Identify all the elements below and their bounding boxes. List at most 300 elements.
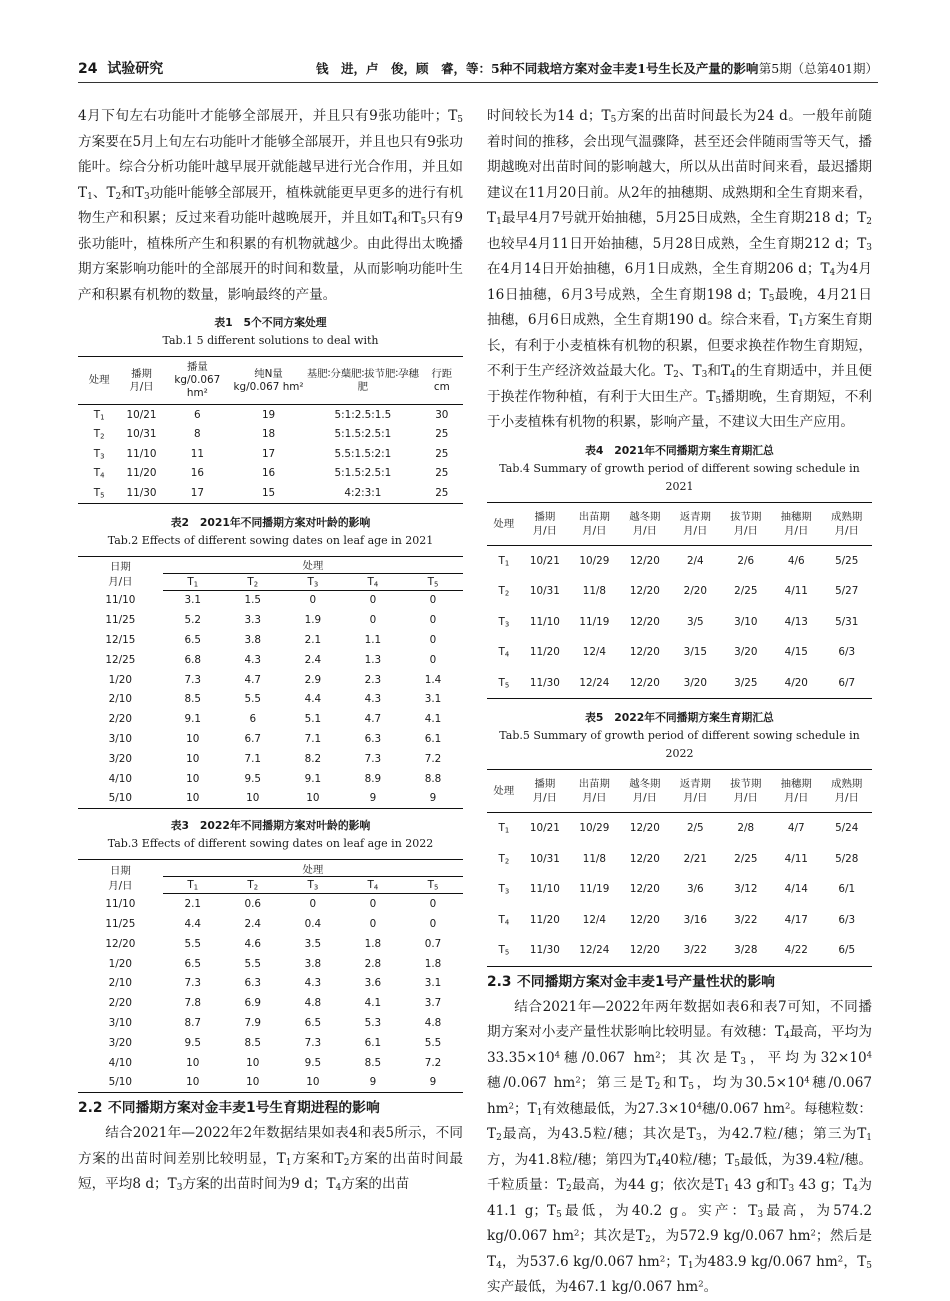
table-3-row xyxy=(78,934,463,954)
table-1-cell: $T_2$ xyxy=(93,428,105,441)
table-2-cell: 4.7 xyxy=(244,673,262,686)
table-3-row xyxy=(78,1033,463,1053)
table-5-cell: 6/1 xyxy=(838,883,856,896)
section-2-3-title: 不同播期方案对金丰麦1号产量性状的影响 xyxy=(517,973,775,990)
table-1-cell: 4:2:3:1 xyxy=(344,486,382,499)
table-3-col-header: $T_3$ xyxy=(283,877,343,894)
table-2-cell: 6.1 xyxy=(424,732,442,745)
table-1 xyxy=(78,356,463,504)
table-2-cell: 7.3 xyxy=(364,752,382,765)
table-2-cell: 9 xyxy=(429,792,437,805)
table-4-row xyxy=(487,607,872,638)
table-2-cell: 10 xyxy=(306,792,320,805)
table-4-cell: 2/25 xyxy=(734,585,758,598)
table-4-cell: 4/6 xyxy=(787,554,805,567)
table-3-cell: 2/10 xyxy=(108,977,133,990)
table-1-block xyxy=(78,314,463,504)
table-3-cell: 1.8 xyxy=(364,937,382,950)
table-2-cell: 0 xyxy=(429,594,437,607)
table-5-cell: 3/12 xyxy=(734,883,758,896)
table-2-col-header: $T_1$ xyxy=(163,573,223,590)
table-2-cell: 6.7 xyxy=(244,732,262,745)
table-2-cell: 1.3 xyxy=(364,653,382,666)
table-3-cell: 5/10 xyxy=(108,1076,133,1089)
table-4-body xyxy=(487,545,872,699)
table-4-cell: 4/11 xyxy=(784,585,808,598)
table-2-cell: 5/10 xyxy=(108,792,133,805)
table-2-cell: 10 xyxy=(246,792,260,805)
table-3-cell: 9.5 xyxy=(184,1036,201,1049)
table-4-cell: 2/4 xyxy=(686,554,704,567)
table-3-cell: 0 xyxy=(369,898,377,911)
table-2-cell: 7.1 xyxy=(304,732,322,745)
table-3-cell: 8.5 xyxy=(364,1056,382,1069)
table-2-cell: 5.5 xyxy=(244,693,262,706)
table-3-date-header: 日期 月/日 xyxy=(108,865,133,893)
table-1-cell: 5.5:1.5:2:1 xyxy=(334,447,392,460)
table-2-cell: 0 xyxy=(429,633,437,646)
table-4-cell: 12/24 xyxy=(579,676,610,689)
table-5-cell: 12/24 xyxy=(579,944,610,957)
table-5-col-header: 拔节期 月/日 xyxy=(721,770,771,813)
table-3-col-header: $T_2$ xyxy=(223,877,283,894)
table-4-header-row xyxy=(487,502,872,545)
section-2-3-number: 2.3 xyxy=(487,973,512,990)
table-2-row xyxy=(78,749,463,769)
table-1-cell: 16 xyxy=(190,467,204,480)
table-5-cell: 10/21 xyxy=(529,822,560,835)
table-2-cell: 4.4 xyxy=(304,693,322,706)
table-1-cell: 17 xyxy=(261,447,276,460)
table-2-col-header: $T_3$ xyxy=(283,573,343,590)
table-3-cell: 9 xyxy=(429,1076,437,1089)
table-3-row xyxy=(78,1072,463,1092)
table-4-cell: 12/4 xyxy=(582,646,607,659)
table-5-cell: 12/20 xyxy=(629,944,660,957)
table-2-cell: 3/10 xyxy=(108,732,133,745)
table-2-cell: 1.4 xyxy=(424,673,442,686)
table-1-cell: $T_1$ xyxy=(93,408,105,422)
table-4-cell: 3/25 xyxy=(734,676,758,689)
table-5-cell: 3/16 xyxy=(683,913,707,926)
table-1-cell: $T_3$ xyxy=(93,447,105,461)
table-2-cell: 4.3 xyxy=(364,693,382,706)
table-1-cell: 15 xyxy=(261,486,276,499)
table-2-cell: 0 xyxy=(429,614,437,627)
table-3-cell: 4.8 xyxy=(304,997,322,1010)
table-4-cell: 3/10 xyxy=(734,615,758,628)
table-2-cell: 7.3 xyxy=(184,673,201,686)
table-4-caption-cn: 表4 2021年不同播期方案生育期汇总 xyxy=(585,443,774,457)
table-4-cell: 6/3 xyxy=(838,646,856,659)
table-3-cell: 3/10 xyxy=(108,1016,133,1029)
table-5-col-header: 返青期 月/日 xyxy=(670,770,720,813)
table-1-header-row xyxy=(78,357,463,405)
table-3-cell: 2/20 xyxy=(108,997,133,1010)
table-3-cell: 7.9 xyxy=(244,1016,262,1029)
table-5-cell: 2/8 xyxy=(737,822,755,835)
table-1-cell: 11/30 xyxy=(126,486,157,499)
table-1-cell: 25 xyxy=(435,447,449,460)
table-3-cell: 0.4 xyxy=(304,917,322,930)
table-2-cell: 10 xyxy=(186,732,200,745)
table-3-cell: 1/20 xyxy=(108,957,133,970)
table-3-row xyxy=(78,894,463,914)
table-2-cell: 8.9 xyxy=(364,772,382,785)
table-3-cell: 2.1 xyxy=(184,898,201,911)
table-3-row xyxy=(78,1013,463,1033)
table-2-cell: 1.9 xyxy=(304,614,322,627)
table-2-row xyxy=(78,729,463,749)
table-3-col-header: $T_4$ xyxy=(343,877,403,894)
table-2-group-header: 处理 xyxy=(302,560,324,572)
table-2-row xyxy=(78,788,463,808)
table-5-col-header: 处理 xyxy=(487,770,521,813)
table-4-cell: 5/31 xyxy=(835,615,859,628)
leaf-age-paragraph: 4月下旬左右功能叶才能够全部展开，并且只有9张功能叶；$T_5$方案要在5月上旬左右功能叶才能够全部展开，并且也只有9张功能叶。综合分析功能叶越早展开就能越早进行光合作用，并且如$T_1$、$T_2$和$T_3$功能叶能够全部展开，植株就能更早更多的进行有机物生产和积累；反过来看功能叶越晚展开，并且如$T_4$和$T_5$只有9张功能叶，植株所产生和积累的有机物就越少。由此得出太晚播期方案影响功能叶的全部展开的时间和数量，从而影响功能叶生产和积累有机物的数量，影响最终的产量。 xyxy=(78,108,463,303)
table-1-cell: 18 xyxy=(261,428,276,441)
table-2-cell: 9.1 xyxy=(304,772,322,785)
left-column xyxy=(78,104,463,1198)
table-4-cell: 5/27 xyxy=(835,585,859,598)
table-4-cell: 4/20 xyxy=(784,676,808,689)
table-3-cell: 4.6 xyxy=(244,937,262,950)
table-3-cell: 3.6 xyxy=(364,977,382,990)
table-2-date-header: 日期 月/日 xyxy=(108,561,133,589)
table-4-cell: 10/29 xyxy=(579,554,610,567)
table-5-cell: 2/25 xyxy=(734,852,758,865)
table-2-cell: 6 xyxy=(249,713,257,726)
section-2-2-number: 2.2 xyxy=(78,1100,103,1117)
table-5-col-header: 越冬期 月/日 xyxy=(620,770,670,813)
table-4-cell: 3/20 xyxy=(734,646,758,659)
table-5-cell: 12/20 xyxy=(629,883,660,896)
table-3-cell: 6.1 xyxy=(364,1036,382,1049)
table-1-cell: 10/21 xyxy=(126,408,157,421)
table-5-cell: 12/20 xyxy=(629,822,660,835)
table-3-cell: 8.5 xyxy=(244,1036,262,1049)
table-4-cell: 12/20 xyxy=(629,615,660,628)
table-4-col-header: 返青期 月/日 xyxy=(670,502,720,545)
table-3-cell: 1.8 xyxy=(424,957,442,970)
table-5-cell: 2/5 xyxy=(686,822,704,835)
table-1-cell: 11/20 xyxy=(126,467,157,480)
table-4-col-header: 抽穗期 月/日 xyxy=(771,502,821,545)
table-2-cell: 4/10 xyxy=(108,772,133,785)
table-2-col-header: $T_4$ xyxy=(343,573,403,590)
table-5-cell: 12/20 xyxy=(629,913,660,926)
table-5-header-row xyxy=(487,770,872,813)
table-3-cell: 3.1 xyxy=(424,977,442,990)
table-3-cell: 0 xyxy=(429,917,437,930)
table-4-cell: 12/20 xyxy=(629,646,660,659)
table-2-col-header: $T_5$ xyxy=(403,573,463,590)
table-5-cell: 12/4 xyxy=(582,913,607,926)
table-3-cell: 4.1 xyxy=(364,997,382,1010)
table-1-cell: 8 xyxy=(194,428,201,441)
table-5-cell: 4/17 xyxy=(784,913,808,926)
table-2-cell: 0 xyxy=(309,594,317,607)
page-number-and-section xyxy=(78,58,163,78)
table-3-cell: 5.5 xyxy=(244,957,262,970)
table-2-cell: 3.3 xyxy=(244,614,262,627)
table-5-col-header: 抽穗期 月/日 xyxy=(771,770,821,813)
table-3-cell: 10 xyxy=(186,1056,200,1069)
table-1-col-header: 纯N量 kg/0.067 hm² xyxy=(232,357,305,405)
table-3-cell: 3/20 xyxy=(108,1036,133,1049)
table-3-cell: 5.5 xyxy=(424,1036,442,1049)
table-4-col-header: 处理 xyxy=(487,502,521,545)
table-1-cell: 11/10 xyxy=(126,447,157,460)
table-4-row xyxy=(487,576,872,607)
table-1-cell: 25 xyxy=(435,486,449,499)
table-4-col-header: 出苗期 月/日 xyxy=(569,502,619,545)
growth-period-continued-paragraph: 时间较长为14 d；$T_5$方案的出苗时间最长为24 d。一般年前随着时间的推移，会出现气温骤降，甚至还会伴随雨雪等天气，播期越晚对出苗时间的影响越大，所以从出苗时间来看，最迟播期建议在11月20日前。从2年的抽穗期、成熟期和全生育期来看，$T_1$最早4月7号就开始抽穗，5月25日成熟，全生育期218 d；$T_2$也较早4月11日开始抽穗，5月28日成熟，全生育期212 d；$T_3$在4月14日开始抽穗，6月1日成熟，全生育期206 d；$T_4$为4月16日抽穗，6月3号成熟，全生育期198 d；$T_5$最晚，4月21日抽穗，6月6日成熟，全生育期190 d。综合来看，$T_1$方案生育期长，有利于小麦植株有机物的积累，但要求换茬作物生育期短，不利于生产经济效益最大化。$T_2$、$T_3$和$T_4$的生育期适中，并且便于换茬作物种植，有利于大田生产。$T_5$播期晚，生育期短，不利于小麦植株有机物的积累，影响产量，不建议大田生产应用。 xyxy=(487,108,873,430)
table-3-row xyxy=(78,993,463,1013)
table-5-cell: $T_2$ xyxy=(498,852,510,866)
table-2-cell: 9.1 xyxy=(184,713,201,726)
table-2-cell: 0 xyxy=(369,594,377,607)
table-2-cell: 3/20 xyxy=(108,752,133,765)
table-5-cell: 3/22 xyxy=(683,944,707,957)
table-3-group-header: 处理 xyxy=(302,863,324,876)
table-3-cell: 3.7 xyxy=(424,997,442,1010)
table-2-cell: 0 xyxy=(429,653,437,666)
table-2-row xyxy=(78,670,463,690)
table-3-cell: 4.4 xyxy=(184,917,201,930)
table-5-col-header: 成熟期 月/日 xyxy=(821,770,872,813)
yield-traits-paragraph: 结合2021年—2022年两年数据如表6和表7可知，不同播期方案对小麦产量性状影响比较明显。有效穗：$T_4$最高，平均为$33.35\times 10^4$穗/0.067 $hm^2$；其次是$T_3$，平均为$32\times 10^4$穗/0.067 $hm^2$；第三是$T_2$和$T_5$，均为$30.5\times 10^4$穗/0.067 $hm^2$；$T_1$有效穗最低，为$27.3\times 10^4$穗/0.067 $hm^2$。每穗粒数：$T_2$最高，为43.5粒/穗；其次是$T_3$，为42.7粒/穗；第三为$T_1$方，为41.8粒/穗；第四为$T_440$粒/穗；$T_5$最低，为39.4粒/穗。千粒质量：$T_2$最高，为44 g；依次是$T_1$ 43 g和$T_3$ 43 g；$T_4$为41.1 g；$T_5$最低，为40.2 g。实产：$T_3$最高，为574.2 kg/0.067 $hm^2$；其次是$T_2$，为572.9 kg/0.067 $hm^2$；然后是$T_4$，为537.6 kg/0.067 $hm^2$；$T_1$为483.9 kg/0.067 $hm^2$，$T_5$实产最低，为467.1 kg/0.067 $hm^2$。 xyxy=(487,998,873,1295)
table-2-cell: 7.2 xyxy=(424,752,442,765)
table-1-caption-cn: 表1 5个不同方案处理 xyxy=(214,316,327,329)
table-2-cell: 9 xyxy=(369,792,377,805)
table-5-row xyxy=(487,874,872,905)
table-4-cell: $T_1$ xyxy=(498,554,510,568)
section-2-2-heading xyxy=(78,1095,463,1121)
table-2-cell: 12/15 xyxy=(105,633,136,646)
table-5-cell: 3/28 xyxy=(734,944,758,957)
table-3-header-row xyxy=(78,860,463,877)
table-3-cell: 10 xyxy=(246,1056,260,1069)
table-4-cell: 11/20 xyxy=(529,646,560,659)
table-5-row xyxy=(487,905,872,936)
table-5-cell: 4/14 xyxy=(784,883,808,896)
table-2-cell: 3.8 xyxy=(244,633,262,646)
table-2-cell: 8.2 xyxy=(304,752,322,765)
table-5-row xyxy=(487,813,872,844)
table-5-cell: 3/6 xyxy=(686,883,704,896)
table-2-cell: 2.3 xyxy=(364,673,382,686)
table-4-col-header: 拔节期 月/日 xyxy=(721,502,771,545)
table-1-row xyxy=(78,405,463,425)
table-5-caption-en: Tab.5 Summary of growth period of different sowing schedule in 2022 xyxy=(499,729,860,760)
table-2-cell: 1/20 xyxy=(108,673,133,686)
table-4-row xyxy=(487,545,872,576)
table-1-caption-en: Tab.1 5 different solutions to deal with xyxy=(162,334,379,347)
table-2-cell: 11/10 xyxy=(105,594,136,607)
table-2-row xyxy=(78,769,463,789)
table-1-body xyxy=(78,405,463,504)
table-1-cell: 30 xyxy=(435,408,449,421)
table-4-row xyxy=(487,668,872,699)
table-4-col-header: 成熟期 月/日 xyxy=(821,502,872,545)
table-4-cell: $T_3$ xyxy=(498,615,510,629)
table-5-cell: $T_4$ xyxy=(498,913,510,927)
table-2-cell: 0 xyxy=(369,614,377,627)
table-2-cell: 9.5 xyxy=(244,772,262,785)
table-3-row xyxy=(78,973,463,993)
table-5-cell: 5/24 xyxy=(835,822,859,835)
section-2-3-heading xyxy=(487,969,872,995)
table-1-cell: 25 xyxy=(435,467,449,480)
table-2-cell: 10 xyxy=(186,752,200,765)
growth-period-paragraph: 结合2021年—2022年2年数据结果如表4和表5所示，不同方案的出苗时间差别比较明显，$T_1$方案和$T_2$方案的出苗时间最短，平均8 d；$T_3$方案的出苗时间为9 d；$T_4$方案的出苗 xyxy=(78,1125,463,1194)
table-4-cell: $T_5$ xyxy=(498,676,510,690)
table-3-cell: 7.2 xyxy=(424,1056,442,1069)
section-name: 试验研究 xyxy=(107,61,164,77)
table-4-caption-en: Tab.4 Summary of growth period of different sowing schedule in 2021 xyxy=(499,461,860,493)
table-1-col-header: 播期 月/日 xyxy=(120,357,162,405)
table-2-row xyxy=(78,709,463,729)
table-2 xyxy=(78,556,463,810)
table-5-cell: 11/10 xyxy=(529,883,560,896)
table-4-cell: 11/8 xyxy=(582,585,607,598)
table-1-cell: 25 xyxy=(435,428,449,441)
table-3-cell: 10 xyxy=(306,1076,320,1089)
table-4-cell: 4/15 xyxy=(784,646,808,659)
table-1-col-header: 处理 xyxy=(78,357,120,405)
table-5-cell: 4/22 xyxy=(784,944,808,957)
table-2-row xyxy=(78,689,463,709)
table-3-cell: 7.3 xyxy=(184,977,201,990)
table-5-cell: $T_3$ xyxy=(498,883,510,896)
table-3-cell: 9.5 xyxy=(304,1056,322,1069)
table-1-cell: 5:1.5:2.5:1 xyxy=(334,428,392,441)
table-5-cell: 11/30 xyxy=(529,944,560,957)
table-2-cell: 11/25 xyxy=(105,614,136,627)
table-2-row xyxy=(78,590,463,610)
table-5 xyxy=(487,769,872,967)
table-3-cell: 3.5 xyxy=(304,937,322,950)
table-4-cell: $T_4$ xyxy=(498,646,510,659)
table-1-cell: 19 xyxy=(261,408,276,421)
table-1-cell: $T_5$ xyxy=(93,486,105,500)
table-3-cell: 10 xyxy=(246,1076,260,1089)
table-3-cell: 2.8 xyxy=(364,957,382,970)
table-5-cell: 5/28 xyxy=(835,852,859,865)
table-5-cell: 4/11 xyxy=(784,852,808,865)
table-2-cell: 5.1 xyxy=(304,713,322,726)
table-3-cell: 3.8 xyxy=(304,957,322,970)
table-5-cell: 4/7 xyxy=(787,822,805,835)
table-5-col-header: 播期 月/日 xyxy=(521,770,570,813)
table-1-cell: 11 xyxy=(190,447,204,460)
table-2-cell: 3.1 xyxy=(424,693,442,706)
table-2-cell: 4.1 xyxy=(424,713,442,726)
table-5-cell: 11/19 xyxy=(579,883,610,896)
table-1-cell: 17 xyxy=(190,486,204,499)
table-1-cell: $T_4$ xyxy=(93,467,105,480)
table-2-cell: 6.3 xyxy=(364,732,382,745)
table-3-cell: 2.4 xyxy=(244,917,262,930)
page-number: 24 xyxy=(78,61,98,77)
table-4-cell: 5/25 xyxy=(835,554,859,567)
issue-number: 第5期（总第401期） xyxy=(758,61,878,76)
table-1-cell: 10/31 xyxy=(126,428,157,441)
table-3-cell: 6.9 xyxy=(244,997,262,1010)
table-5-cell: 11/8 xyxy=(582,852,607,865)
table-2-caption-cn: 表2 2021年不同播期方案对叶龄的影响 xyxy=(170,515,371,529)
table-5-row xyxy=(487,935,872,966)
table-2-cell: 2.9 xyxy=(304,673,322,686)
table-3-cell: 0.6 xyxy=(244,898,262,911)
table-2-cell: 6.5 xyxy=(184,633,201,646)
table-4-cell: 12/20 xyxy=(629,676,660,689)
table-4-cell: 11/30 xyxy=(529,676,560,689)
table-3-cell: 9 xyxy=(369,1076,377,1089)
table-2-col-header: $T_2$ xyxy=(223,573,283,590)
table-3-cell: 0 xyxy=(369,917,377,930)
table-2-cell: 8.5 xyxy=(184,693,201,706)
table-2-cell: 6.8 xyxy=(184,653,201,666)
table-3-cell: 4.8 xyxy=(424,1016,442,1029)
table-3-cell: 7.8 xyxy=(184,997,201,1010)
table-5-cell: 11/20 xyxy=(529,913,560,926)
table-1-col-header: 行距 cm xyxy=(421,357,463,405)
table-4-cell: 2/20 xyxy=(683,585,707,598)
table-5-cell: 6/5 xyxy=(838,944,856,957)
table-3-cell: 0 xyxy=(309,898,317,911)
table-3-cell: 7.3 xyxy=(304,1036,322,1049)
table-3-cell: 6.5 xyxy=(304,1016,322,1029)
table-2-cell: 5.2 xyxy=(184,614,201,627)
table-3-block xyxy=(78,817,463,1093)
table-5-cell: 10/29 xyxy=(579,822,610,835)
table-2-cell: 1.1 xyxy=(364,633,382,646)
table-3-row xyxy=(78,914,463,934)
table-4-block xyxy=(487,442,872,700)
table-2-row xyxy=(78,630,463,650)
table-4-cell: 2/6 xyxy=(737,554,755,567)
table-3-cell: 4/10 xyxy=(108,1056,133,1069)
table-2-cell: 2.1 xyxy=(304,633,322,646)
table-2-cell: 4.3 xyxy=(244,653,262,666)
table-2-cell: 4.7 xyxy=(364,713,382,726)
table-4-cell: 3/15 xyxy=(683,646,707,659)
table-4-cell: 4/13 xyxy=(784,615,808,628)
table-3-row xyxy=(78,1053,463,1073)
table-5-cell: 6/3 xyxy=(838,913,856,926)
table-1-cell: 6 xyxy=(194,408,201,421)
table-2-row xyxy=(78,610,463,630)
table-3-cell: 11/10 xyxy=(105,897,136,910)
table-2-cell: 12/25 xyxy=(105,653,136,666)
table-4-cell: 3/20 xyxy=(683,676,707,689)
table-5-cell: 3/22 xyxy=(734,913,758,926)
table-5-col-header: 出苗期 月/日 xyxy=(569,770,619,813)
table-2-cell: 10 xyxy=(186,772,200,785)
table-4-cell: 10/31 xyxy=(529,585,560,598)
table-2-cell: 2.4 xyxy=(304,653,322,666)
table-2-row xyxy=(78,650,463,670)
table-1-row xyxy=(78,483,463,503)
table-4-col-header: 越冬期 月/日 xyxy=(620,502,670,545)
table-4-col-header: 播期 月/日 xyxy=(521,502,570,545)
table-3-cell: 6.3 xyxy=(244,977,262,990)
article-running-title: 钱 进，卢 俊，顾 睿，等：5种不同栽培方案对金丰麦1号生长及产量的影响 xyxy=(316,61,759,76)
table-5-row xyxy=(487,844,872,875)
right-column xyxy=(487,104,872,1301)
